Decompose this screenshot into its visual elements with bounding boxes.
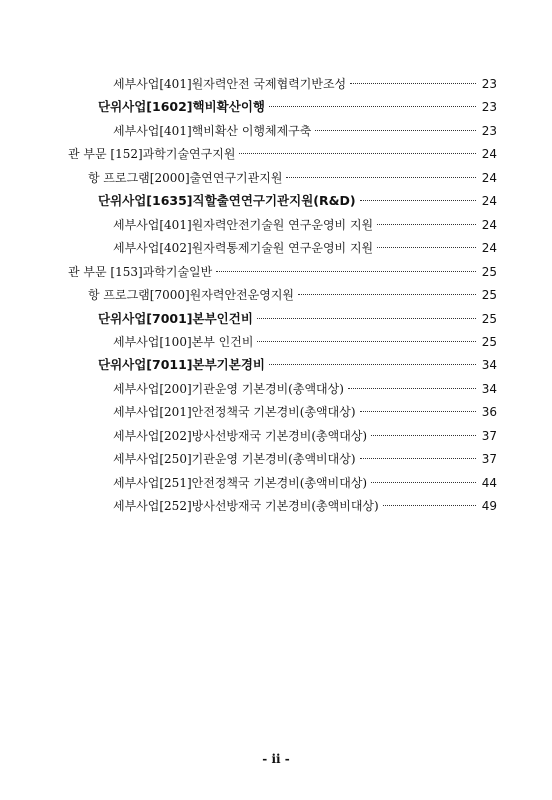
toc-leader-dots (286, 177, 476, 178)
toc-leader-dots (269, 106, 476, 107)
toc-entry[interactable] (98, 190, 497, 212)
toc-entry-label: 세부사업[402]원자력통제기술원 연구운영비 지원 (113, 241, 374, 256)
toc-entry-label: 단위사업[7001]본부인건비 (98, 310, 253, 326)
toc-entry[interactable] (98, 354, 497, 376)
toc-entry[interactable] (113, 448, 497, 470)
toc-entry-page-number: 25 (481, 311, 497, 326)
toc-entry-label: 세부사업[401]핵비확산 이행체제구축 (113, 123, 312, 138)
toc-leader-dots (315, 130, 476, 131)
toc-entry-label: 항 프로그램[2000]출연연구기관지원 (88, 170, 283, 185)
toc-entry-page-number: 34 (481, 358, 497, 373)
toc-entry-page-number: 37 (481, 428, 497, 443)
toc-entry[interactable] (113, 425, 497, 447)
toc-leader-dots (257, 341, 476, 342)
toc-entry-label: 세부사업[251]안전정책국 기본경비(총액비대상) (113, 475, 368, 490)
toc-entry-page-number: 24 (481, 147, 497, 162)
toc-entry-label: 세부사업[201]안전정책국 기본경비(총액대상) (113, 405, 356, 420)
toc-entry[interactable] (113, 401, 497, 423)
toc-entry-page-number: 23 (481, 77, 497, 91)
toc-leader-dots (360, 411, 476, 412)
page-number-footer: - ii - (262, 752, 290, 766)
toc-entry[interactable] (113, 378, 497, 400)
toc-entry[interactable] (98, 96, 497, 118)
toc-leader-dots (216, 271, 476, 272)
toc-entry-label: 세부사업[202]방사선방재국 기본경비(총액대상) (113, 428, 368, 443)
toc-entry-page-number: 23 (481, 100, 497, 115)
toc-entry-label: 항 프로그램[7000]원자력안전운영지원 (88, 288, 295, 303)
toc-entry-page-number: 24 (481, 170, 497, 185)
toc-leader-dots (360, 458, 476, 459)
toc-entry-label: 세부사업[401]원자력안전기술원 연구운영비 지원 (113, 217, 374, 232)
toc-entry-page-number: 25 (481, 288, 497, 303)
toc-entry-label: 관 부문 [152]과학기술연구지원 (68, 147, 236, 162)
toc-entry[interactable] (68, 261, 497, 283)
toc-entry[interactable] (88, 167, 497, 189)
toc-entry[interactable] (98, 308, 497, 330)
toc-leader-dots (348, 388, 476, 389)
toc-entry-label: 세부사업[200]기관운영 기본경비(총액대상) (113, 381, 344, 396)
toc-leader-dots (298, 294, 476, 295)
toc-entry[interactable] (113, 331, 497, 353)
toc-entry[interactable] (113, 237, 497, 259)
toc-entry-page-number: 49 (481, 499, 497, 514)
toc-entry-label: 단위사업[1635]직할출연연구기관지원(R&D) (98, 193, 356, 209)
toc-entry-page-number: 25 (481, 334, 497, 349)
toc-entry-page-number: 23 (481, 123, 497, 138)
toc-entry-label: 단위사업[7011]본부기본경비 (98, 357, 265, 373)
toc-entry[interactable] (113, 73, 497, 95)
toc-entry-label: 세부사업[100]본부 인건비 (113, 334, 254, 349)
toc-leader-dots (360, 200, 476, 201)
toc-entry[interactable] (113, 120, 497, 142)
toc-entry-page-number: 25 (481, 264, 497, 279)
toc-entry-page-number: 34 (481, 381, 497, 396)
toc-leader-dots (383, 505, 476, 506)
toc-entry-label: 관 부문 [153]과학기술일반 (68, 264, 213, 279)
toc-entry-label: 세부사업[401]원자력안전 국제협력기반조성 (113, 77, 347, 91)
toc-entry-label: 단위사업[1602]핵비확산이행 (98, 99, 265, 115)
toc-entry[interactable] (113, 472, 497, 494)
toc-leader-dots (239, 153, 476, 154)
toc-entry-page-number: 24 (481, 217, 497, 232)
toc-leader-dots (269, 364, 476, 365)
toc-leader-dots (371, 435, 476, 436)
toc-entry[interactable] (68, 143, 497, 165)
toc-leader-dots (377, 247, 476, 248)
toc-entry-page-number: 24 (481, 194, 497, 209)
toc-entry-page-number: 36 (481, 405, 497, 420)
toc-leader-dots (371, 482, 476, 483)
toc-entry-label: 세부사업[250]기관운영 기본경비(총액비대상) (113, 452, 356, 467)
toc-entry-page-number: 24 (481, 241, 497, 256)
toc-entry[interactable] (113, 495, 497, 517)
toc-leader-dots (257, 318, 476, 319)
toc-leader-dots (377, 224, 476, 225)
toc-leader-dots (350, 83, 476, 84)
toc-entry[interactable] (88, 284, 497, 306)
toc-entry-page-number: 37 (481, 452, 497, 467)
toc-entry[interactable] (113, 214, 497, 236)
toc-entry-label: 세부사업[252]방사선방재국 기본경비(총액비대상) (113, 499, 379, 514)
toc-entry-page-number: 44 (481, 475, 497, 490)
